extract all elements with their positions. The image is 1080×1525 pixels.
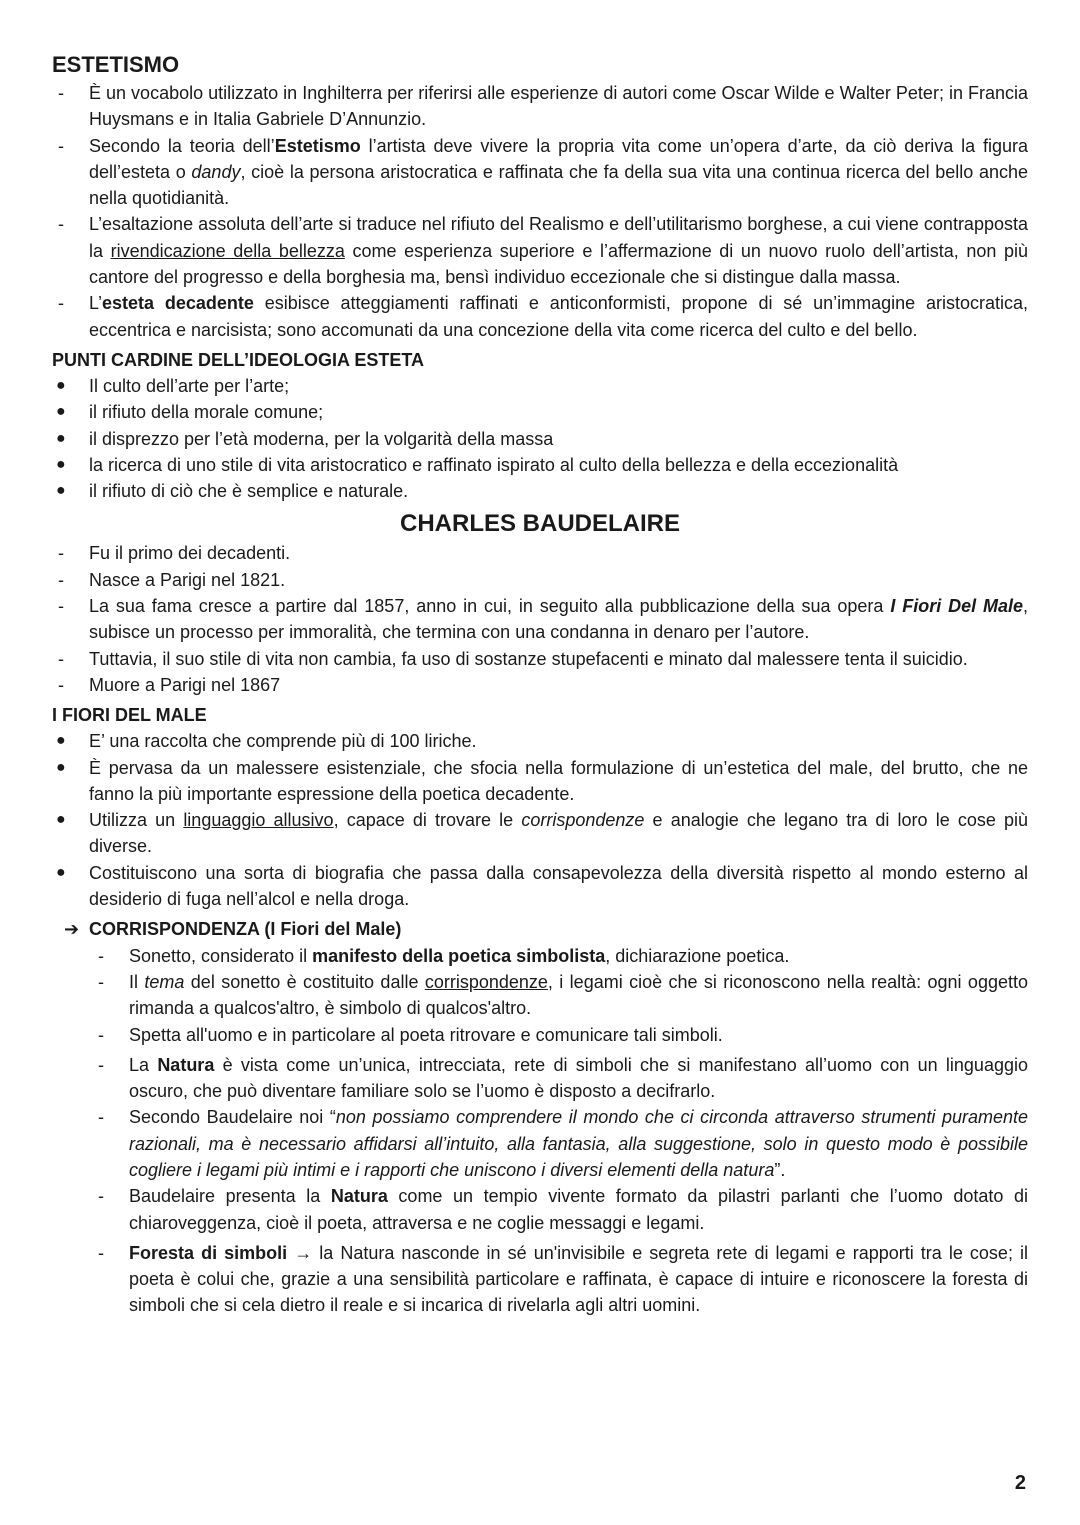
list-item [52, 211, 1028, 290]
item-text: esibisce atteggiamenti raffinati e anticonformisti, propone di sé un’immagine aristocratica, eccentrica e narcisista; sono accomunati da una concezione della vita come ricerca del culto e del bello. [89, 293, 1028, 340]
item-text: , subisce un processo per immoralità, che termina con una condanna in denaro per l’autore. [89, 596, 1029, 643]
section-title-estetismo: ESTETISMO [52, 52, 180, 77]
item-text: e analogie che legano tra di loro le cose più diverse. [89, 810, 1029, 857]
item-text: ”. [774, 1159, 786, 1180]
arrow-right-icon: ➔ [64, 919, 80, 940]
list-item [92, 1104, 1028, 1183]
dash-marker: - [98, 1054, 104, 1075]
list-item [52, 478, 1028, 504]
list-item [52, 593, 1028, 646]
item-text: , i legami cioè che si riconoscono nella realtà: ogni oggetto rimanda a qualcos'altro, è simbolo di qualcos'altro. [129, 971, 1028, 1019]
bullet-marker: ● [56, 811, 66, 829]
section-title-fiori-del-male: I FIORI DEL MALE [52, 705, 207, 726]
dash-marker: - [58, 543, 64, 564]
list-item [92, 1052, 1028, 1105]
dash-marker: - [58, 596, 64, 617]
dash-marker: - [58, 674, 64, 695]
list-item [52, 646, 1028, 672]
list-item [92, 1022, 1028, 1048]
item-text: , capace di trovare le [333, 810, 522, 831]
bold-term: Natura [157, 1054, 215, 1075]
item-text: come un tempio vivente formato da pilastri parlanti che l’uomo dotato di chiaroveggenza, cioè il poeta, attraversa e ne coglie messaggi e legami. [129, 1186, 1028, 1233]
dash-marker: - [98, 945, 104, 966]
bold-term: Estetismo [274, 135, 361, 156]
punti-list [52, 373, 1028, 504]
item-text: Il culto dell’arte per l’arte; [89, 375, 290, 396]
item-text: → la Natura nasconde in sé un'invisibile e segreta rete di legami e rapporti tra le cose; il poeta è colui che, grazie a una sensibilità particolare e raffinata, è capace di intuire e riconoscere la foresta di simboli che si cela dietro il reale e si incarica di rivelarla agli altri uomini. [129, 1242, 1028, 1316]
item-text: come esperienza superiore e l’affermazione di un nuovo ruolo dell’artista, non più cantore del progresso e della borghesia ma, bensì individuo eccezionale che si distingue dalla massa. [89, 240, 1028, 288]
estetismo-list [52, 80, 1028, 343]
list-item [52, 373, 1028, 399]
list-item [92, 969, 1028, 1022]
work-title: I Fiori Del Male [890, 596, 1023, 617]
list-item [52, 860, 1028, 913]
item-text: Secondo Baudelaire noi “ [129, 1107, 336, 1128]
list-item [52, 80, 1028, 133]
italic-term: dandy [191, 161, 241, 182]
item-text: il rifiuto di ciò che è semplice e naturale. [89, 481, 409, 502]
item-text: la ricerca di uno stile di vita aristocratico e raffinato ispirato al culto della bellezza e della eccezionalità [89, 454, 899, 475]
list-item [52, 728, 1028, 754]
dash-marker: - [58, 214, 64, 235]
arrow-heading [52, 916, 1028, 942]
list-item [92, 943, 1028, 969]
page-number: 2 [1014, 1472, 1026, 1494]
item-text: Costituiscono una sorta di biografia che passa dalla consapevolezza della diversità rispetto al mondo esterno al desiderio di fuga nell’alcol e nella droga. [89, 862, 1028, 910]
italic-term: tema [144, 971, 185, 992]
list-item [52, 452, 1028, 478]
dash-marker: - [98, 1024, 104, 1045]
underlined-term: linguaggio allusivo [183, 810, 334, 831]
list-item [52, 426, 1028, 452]
list-item [52, 540, 1028, 566]
dash-marker: - [58, 569, 64, 590]
list-item [52, 755, 1028, 808]
bold-term: Foresta di simboli [129, 1242, 288, 1263]
dash-marker: - [98, 1107, 104, 1128]
item-text: , dichiarazione poetica. [605, 945, 790, 966]
bold-term: Natura [330, 1186, 388, 1207]
baudelaire-list [52, 540, 1028, 698]
dash-marker: - [58, 83, 64, 103]
section-title-corrispondenza: CORRISPONDENZA (I Fiori del Male) [89, 919, 402, 940]
italic-term: corrispondenze [521, 810, 645, 831]
item-text: è vista come un’unica, intrecciata, rete di simboli che si manifestano all’uomo con un linguaggio oscuro, che può diventare familiare solo se l’uomo è disposto a decifrarlo. [129, 1054, 1028, 1102]
item-text: È pervasa da un malessere esistenziale, che sfocia nella formulazione di un’estetica del male, del brutto, che ne fanno la più importante espressione della poetica decadente. [89, 757, 1028, 804]
item-text: Il [129, 971, 145, 992]
item-text: Baudelaire presenta la [129, 1186, 331, 1207]
section-title-baudelaire: CHARLES BAUDELAIRE [399, 510, 680, 538]
list-item [52, 672, 1028, 698]
item-text: Muore a Parigi nel 1867 [89, 674, 281, 695]
section-title-punti-cardine: PUNTI CARDINE DELL’IDEOLOGIA ESTETA [52, 349, 425, 370]
item-text: Tuttavia, il suo stile di vita non cambia, fa uso di sostanze stupefacenti e minato dal malessere tenta il suicidio. [89, 648, 968, 669]
dash-marker: - [58, 135, 64, 156]
item-text: Spetta all'uomo e in particolare al poeta ritrovare e comunicare tali simboli. [129, 1024, 723, 1045]
list-item [92, 1240, 1028, 1319]
list-item [52, 567, 1028, 593]
bullet-marker: ● [56, 732, 66, 750]
underlined-term: rivendicazione della bellezza [110, 240, 345, 261]
dash-marker: - [98, 1186, 104, 1207]
item-text: il rifiuto della morale comune; [89, 402, 324, 423]
quote-text: non possiamo comprendere il mondo che ci circonda attraverso strumenti puramente razionali, ma è necessario affidarsi all’intuito, alla fantasia, alla suggestione, solo in questo modo è possibile cogliere i legami più intimi e i rapporti che uniscono i diversi elementi della natura [129, 1107, 1028, 1180]
item-text: E’ una raccolta che comprende più di 100 liriche. [89, 731, 477, 752]
bullet-marker: ● [56, 863, 66, 881]
dash-marker: - [58, 648, 64, 669]
dash-marker: - [98, 971, 104, 992]
bullet-marker: ● [56, 758, 66, 776]
item-text: Sonetto, considerato il [129, 945, 313, 966]
item-text: Nasce a Parigi nel 1821. [89, 569, 286, 590]
list-item [52, 133, 1028, 212]
dash-marker: - [98, 1242, 104, 1263]
bullet-marker: ● [56, 429, 66, 447]
item-text: il disprezzo per l’età moderna, per la volgarità della massa [89, 428, 554, 449]
item-text: La sua fama cresce a partire dal 1857, anno in cui, in seguito alla pubblicazione della sua opera [89, 596, 891, 617]
item-text: , cioè la persona aristocratica e raffinata che fa della sua vita una continua ricerca del bello anche nella quotidianità. [89, 161, 1028, 209]
document-page [52, 50, 1028, 1319]
item-text: L’esaltazione assoluta dell’arte si traduce nel rifiuto del Realismo e dell’utilitarismo borghese, a cui viene contrapposta la [89, 214, 1028, 261]
bold-term: manifesto della poetica simbolista [312, 945, 606, 966]
corrispondenza-list [92, 943, 1028, 1319]
bullet-marker: ● [56, 403, 66, 421]
fiori-list [52, 728, 1028, 912]
list-item [52, 807, 1028, 860]
item-text: del sonetto è costituito dalle [184, 971, 425, 992]
item-text: L’ [89, 293, 103, 314]
bullet-marker: ● [56, 455, 66, 473]
bullet-marker: ● [56, 482, 66, 500]
item-text: La [129, 1054, 158, 1075]
item-text: È un vocabolo utilizzato in Inghilterra per riferirsi alle esperienze di autori come Oscar Wilde e Walter Peter; in Francia Huysmans e in Italia Gabriele D’Annunzio. [89, 83, 1028, 130]
bullet-marker: ● [56, 376, 66, 394]
dash-marker: - [58, 293, 64, 314]
item-text: Utilizza un [89, 810, 184, 831]
bold-term: esteta decadente [102, 293, 254, 314]
item-text: Fu il primo dei decadenti. [89, 543, 291, 564]
list-item [52, 290, 1028, 343]
list-item [52, 399, 1028, 425]
list-item [92, 1183, 1028, 1236]
item-text: Secondo la teoria dell’ [89, 135, 275, 156]
item-text: l’artista deve vivere la propria vita come un’opera d’arte, da ciò deriva la figura dell’esteta o [89, 135, 1028, 182]
corrispondenza-section [52, 916, 1028, 942]
underlined-term: corrispondenze [424, 971, 548, 992]
